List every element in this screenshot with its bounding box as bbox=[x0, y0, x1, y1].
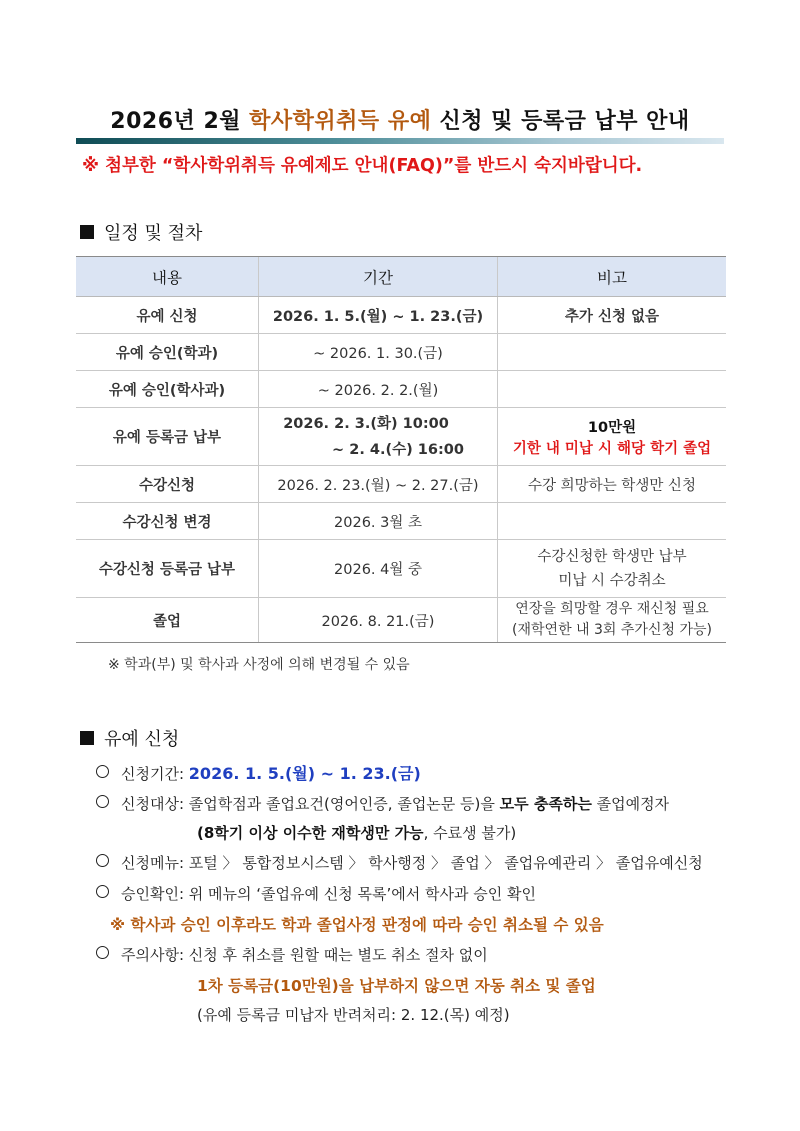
page-title bbox=[0, 104, 800, 135]
target-text-b: 졸업예정자 bbox=[591, 795, 670, 813]
title-highlight: 학사학위취득 유예 bbox=[249, 109, 432, 134]
row-content: 수강신청 bbox=[76, 466, 259, 503]
row-period: 2026. 1. 5.(월) ~ 1. 23.(금) bbox=[259, 297, 498, 334]
caution-line-3: (유예 등록금 미납자 반려처리: 2. 12.(목) 예정) bbox=[197, 1006, 510, 1024]
row-period-line: ~ 2. 4.(수) 16:00 bbox=[332, 441, 464, 458]
period-value: 2026. 1. 5.(월) ~ 1. 23.(금) bbox=[188, 764, 421, 783]
schedule-table bbox=[76, 256, 726, 643]
row-period: 2026. 4월 중 bbox=[259, 540, 498, 598]
target-line2-bold: (8학기 이상 이수한 재학생만 가능 bbox=[197, 824, 424, 842]
confirm-label: 승인확인: bbox=[121, 885, 189, 903]
row-content: 유예 등록금 납부 bbox=[76, 408, 259, 466]
section-heading-apply bbox=[80, 725, 179, 751]
column-header-content: 내용 bbox=[76, 257, 259, 297]
table-row bbox=[76, 598, 726, 643]
row-period-line: 2026. 2. 3.(화) 10:00 bbox=[283, 415, 449, 432]
table-row bbox=[76, 371, 726, 408]
circle-bullet-icon bbox=[96, 885, 109, 898]
caution-label: 주의사항: bbox=[121, 946, 189, 964]
target-line2-rest: , 수료생 불가) bbox=[423, 824, 517, 842]
row-period: ~ 2026. 2. 2.(월) bbox=[259, 371, 498, 408]
row-remark bbox=[498, 408, 727, 466]
row-remark-warning: 기한 내 미납 시 해당 학기 졸업 bbox=[512, 440, 712, 457]
table-row bbox=[76, 503, 726, 540]
row-content: 수강신청 변경 bbox=[76, 503, 259, 540]
period-label: 신청기간: bbox=[121, 765, 189, 783]
square-bullet-icon bbox=[80, 731, 94, 745]
row-period bbox=[259, 408, 498, 466]
table-row bbox=[76, 297, 726, 334]
schedule-change-note: ※ 학과(부) 및 학사과 사정에 의해 변경될 수 있음 bbox=[108, 657, 410, 673]
confirm-value: 위 메뉴의 ‘졸업유예 신청 목록’에서 학사과 승인 확인 bbox=[188, 885, 537, 903]
bullet-caution bbox=[96, 944, 488, 965]
caution-auto-cancel: 1차 등록금(10만원)을 납부하지 않으면 자동 취소 및 졸업 bbox=[197, 977, 596, 995]
title-prefix: 2026년 2월 bbox=[110, 109, 250, 134]
target-line-2 bbox=[197, 822, 516, 843]
table-row bbox=[76, 334, 726, 371]
menu-path: 포털 〉 통합정보시스템 〉 학사행정 〉 졸업 〉 졸업유예관리 〉 졸업유예신청 bbox=[188, 854, 703, 872]
row-remark: 추가 신청 없음 bbox=[498, 297, 727, 334]
row-content: 졸업 bbox=[76, 598, 259, 643]
row-remark: 수강 희망하는 학생만 신청 bbox=[498, 466, 727, 503]
row-period: 2026. 2. 23.(월) ~ 2. 27.(금) bbox=[259, 466, 498, 503]
square-bullet-icon bbox=[80, 225, 94, 239]
bullet-target bbox=[96, 793, 669, 814]
circle-bullet-icon bbox=[96, 795, 109, 808]
row-remark-fee: 10만원 bbox=[587, 419, 637, 436]
bullet-menu bbox=[96, 852, 703, 873]
row-remark bbox=[498, 503, 727, 540]
row-remark bbox=[498, 334, 727, 371]
row-period: 2026. 8. 21.(금) bbox=[259, 598, 498, 643]
column-header-period: 기간 bbox=[259, 257, 498, 297]
circle-bullet-icon bbox=[96, 765, 109, 778]
row-remark-line: 수강신청한 학생만 납부 bbox=[537, 548, 687, 565]
row-remark bbox=[498, 598, 727, 643]
table-row bbox=[76, 466, 726, 503]
circle-bullet-icon bbox=[96, 854, 109, 867]
row-content: 유예 승인(학사과) bbox=[76, 371, 259, 408]
section-heading-apply-text: 유예 신청 bbox=[104, 729, 180, 750]
circle-bullet-icon bbox=[96, 946, 109, 959]
table-row bbox=[76, 540, 726, 598]
row-remark-line: 미납 시 수강취소 bbox=[558, 572, 666, 589]
target-label: 신청대상: bbox=[121, 795, 189, 813]
row-period: ~ 2026. 1. 30.(금) bbox=[259, 334, 498, 371]
title-suffix: 신청 및 등록금 납부 안내 bbox=[431, 109, 690, 134]
row-content: 수강신청 등록금 납부 bbox=[76, 540, 259, 598]
table-row bbox=[76, 408, 726, 466]
row-content: 유예 승인(학과) bbox=[76, 334, 259, 371]
faq-notice: ※ 첨부한 “학사학위취득 유예제도 안내(FAQ)”를 반드시 숙지바랍니다. bbox=[82, 156, 643, 176]
menu-label: 신청메뉴: bbox=[121, 854, 189, 872]
caution-value: 신청 후 취소를 원할 때는 별도 취소 절차 없이 bbox=[188, 946, 488, 964]
bullet-period bbox=[96, 761, 421, 784]
section-heading-schedule bbox=[80, 219, 202, 245]
title-underline-bar bbox=[76, 138, 724, 144]
target-text-a: 졸업학점과 졸업요건(영어인증, 졸업논문 등)을 bbox=[188, 795, 500, 813]
target-text-bold: 모두 충족하는 bbox=[499, 795, 592, 813]
row-period: 2026. 3월 초 bbox=[259, 503, 498, 540]
row-remark bbox=[498, 371, 727, 408]
caution-line-2 bbox=[197, 974, 596, 996]
row-remark-line: 연장을 희망할 경우 재신청 필요 bbox=[515, 601, 709, 617]
row-remark-line: (재학연한 내 3회 추가신청 가능) bbox=[512, 622, 712, 638]
approval-cancel-warning: ※ 학사과 승인 이후라도 학과 졸업사정 판정에 따라 승인 취소될 수 있음 bbox=[110, 916, 604, 934]
column-header-remark: 비고 bbox=[498, 257, 727, 297]
row-content: 유예 신청 bbox=[76, 297, 259, 334]
bullet-confirm bbox=[96, 883, 536, 904]
section-heading-schedule-text: 일정 및 절차 bbox=[104, 223, 203, 244]
table-header-row bbox=[76, 257, 726, 297]
row-remark bbox=[498, 540, 727, 598]
